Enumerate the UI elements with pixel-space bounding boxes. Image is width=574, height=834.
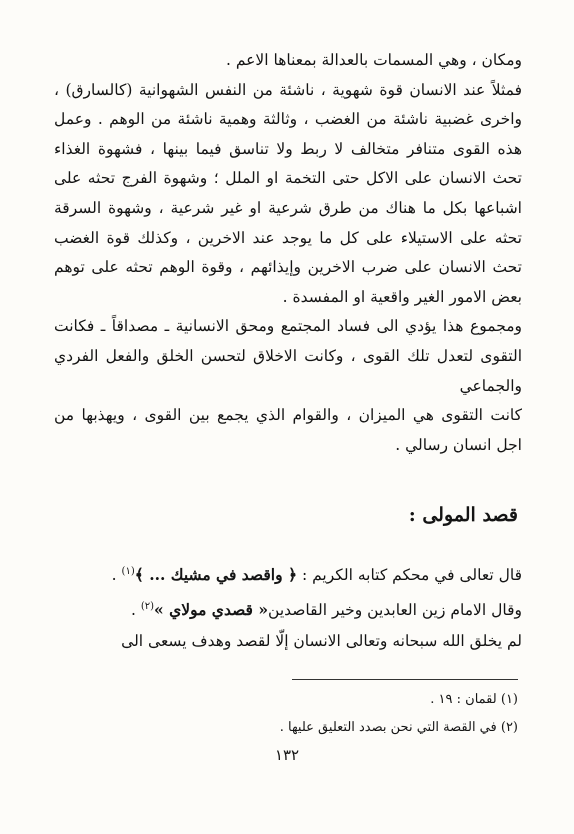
paragraph-3: ومجموع هذا يؤدي الى فساد المجتمع ومحق الانسانية ـ مصداقاً ـ فكانت التقوى لتعدل تلك القوى ، وكانت الاخلاق لتحسن الخلق والفعل الفردي والجماعي — [54, 317, 522, 395]
paragraph-2: فمثلاً عند الانسان قوة شهوية ، ناشئة من النفس الشهوانية (كالسارق) ، واخرى غضبية ناشئة من الغضب ، وثالثة وهمية ناشئة من الوهم . وعمل هذه القوى متنافر متخالف لا ربط ولا تناسق فيما بينها ، فشهوة الغذاء تحث الانسان على الاكل حتى التخمة او الملل ؛ وشهوة الفرج تحثه على اشباعها بكل ما هناك من طرق شرعية او غير شرعية ، وشهوة السرقة تحثه على الاستيلاء على كل ما يوجد عند الاخرين ، وكذلك قوة الغضب تحث الانسان على ضرب الاخرين وإيذائهم ، وقوة الوهم تحثه على توهم بعض الامور الغير واقعية او المفسدة . — [54, 80, 522, 306]
quote-line-1-text: قال تعالى في محكم كتابه الكريم : — [301, 566, 522, 585]
quote-line-2 — [58, 591, 522, 626]
quote-line-1-end: . — [111, 566, 117, 585]
imam-quote: « قصدي مولاي » — [154, 600, 269, 620]
footnote-ref-2[interactable]: (٢) — [140, 601, 155, 613]
page-number: ١٣٢ — [274, 746, 300, 764]
paragraph-1: ومكان ، وهي المسمات بالعدالة بمعناها الاعم . — [225, 51, 522, 69]
section-heading: قصد المولى : — [408, 504, 518, 526]
paragraph-4: كانت التقوى هي الميزان ، والقوام الذي يجمع بين القوى ، ويهذبها من اجل انسان رسالي . — [54, 406, 522, 454]
quote-block — [58, 556, 522, 657]
quote-line-3: لم يخلق الله سبحانه وتعالى الانسان إلّا لقصد وهدف يسعى الى — [121, 632, 522, 651]
quote-line-2-text: وقال الامام زين العابدين وخير القاصدين — [268, 601, 522, 620]
quran-quote: ﴿ واقصد في مشيك ... ﴾ — [134, 565, 298, 585]
quote-line-1 — [58, 556, 522, 591]
footnotes — [54, 686, 518, 742]
quote-line-2-end: . — [130, 601, 136, 620]
footnote-divider — [292, 679, 518, 680]
body-text — [54, 46, 522, 460]
footnote-1: (١) لقمان : ١٩ . — [430, 692, 518, 707]
footnote-2: (٢) في القصة التي نحن بصدد التعليق عليها . — [279, 720, 518, 735]
footnote-ref-1[interactable]: (١) — [121, 566, 135, 577]
